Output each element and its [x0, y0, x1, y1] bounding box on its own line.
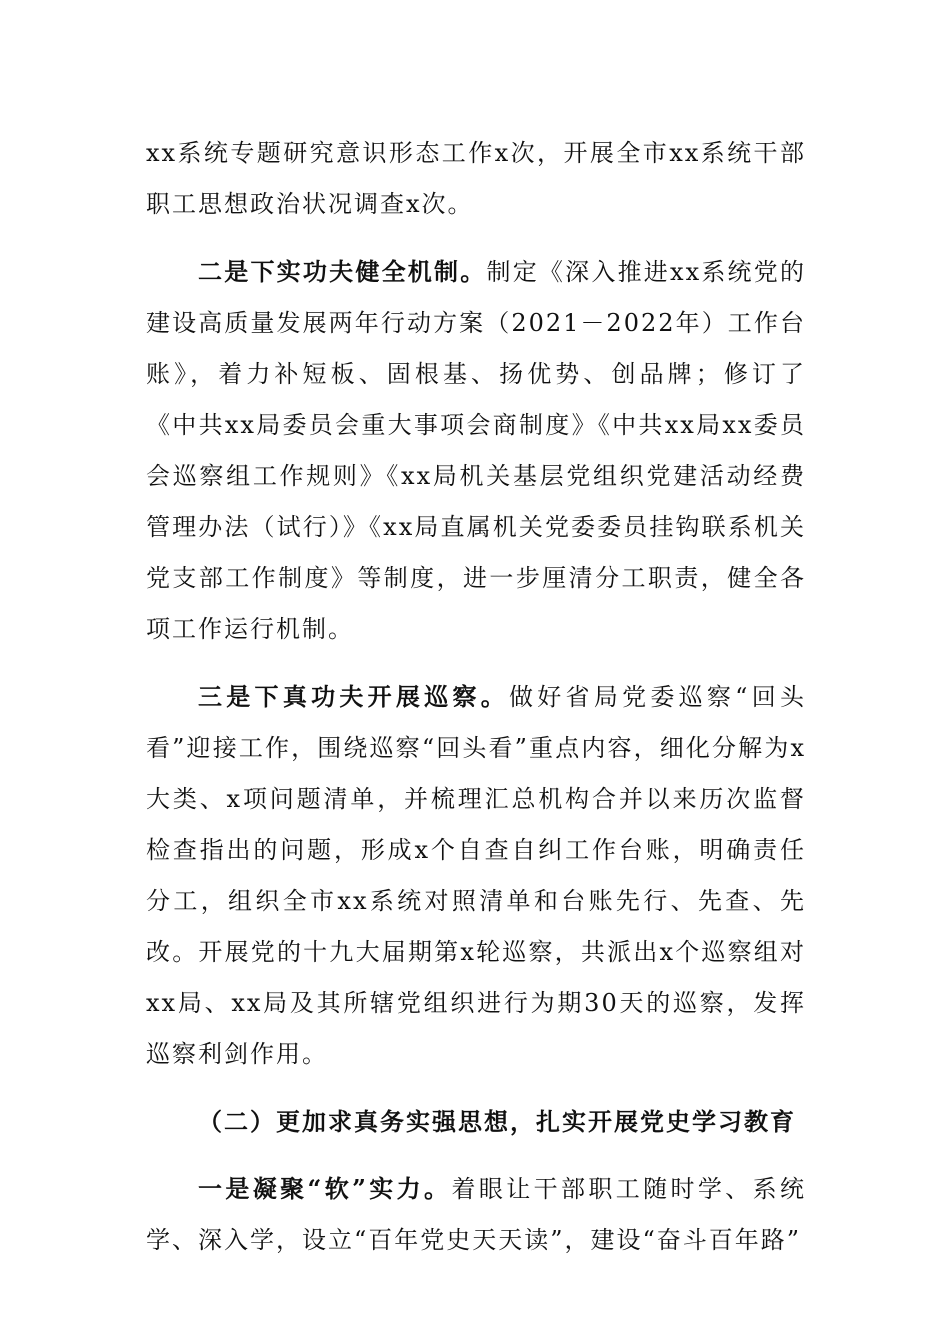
paragraph-lead: 二是下实功夫健全机制。 [198, 257, 487, 286]
paragraph-text: 制定《深入推进xx系统党的建设高质量发展两年行动方案（2021－2022年）工作台账》，着力补短板、固根基、扬优势、创品牌；修订了《中共xx局委员会重大事项会商制度》《中共xx局xx委员会巡察组工作规则》《xx局机关基层党组织党建活动经费管理办法（试行）》《xx局直属机关党委委员挂钩联系机关党支部工作制度》等制度，进一步厘清分工职责，健全各项工作运行机制。 [146, 258, 806, 643]
paragraph-continuation [146, 128, 806, 230]
section-heading: （二）更加求真务实强思想，扎实开展党史学习教育 [198, 1107, 796, 1136]
paragraph-soft-power [146, 1163, 806, 1266]
paragraph-lead: 一是凝聚“软”实力。 [198, 1174, 452, 1203]
document-body [146, 128, 806, 1266]
paragraph-inspection [146, 671, 806, 1080]
paragraph-lead: 三是下真功夫开展巡察。 [198, 682, 509, 711]
paragraph-text: 做好省局党委巡察“回头看”迎接工作，围绕巡察“回头看”重点内容，细化分解为x大类、x项问题清单，并梳理汇总机构合并以来历次监督检查指出的问题，形成x个自查自纠工作台账，明确责任分工，组织全市xx系统对照清单和台账先行、先查、先改。开展党的十九大届期第x轮巡察，共派出x个巡察组对xx局、xx局及其所辖党组织进行为期30天的巡察，发挥巡察利剑作用。 [146, 683, 806, 1068]
paragraph-mechanism [146, 246, 806, 655]
paragraph-text: 着眼让干部职工随时学、系统学、深入学，设立“百年党史天天读”，建设“奋斗百年路” [146, 1175, 807, 1254]
paragraph-text: xx系统专题研究意识形态工作x次，开展全市xx系统干部职工思想政治状况调查x次。 [146, 139, 806, 218]
